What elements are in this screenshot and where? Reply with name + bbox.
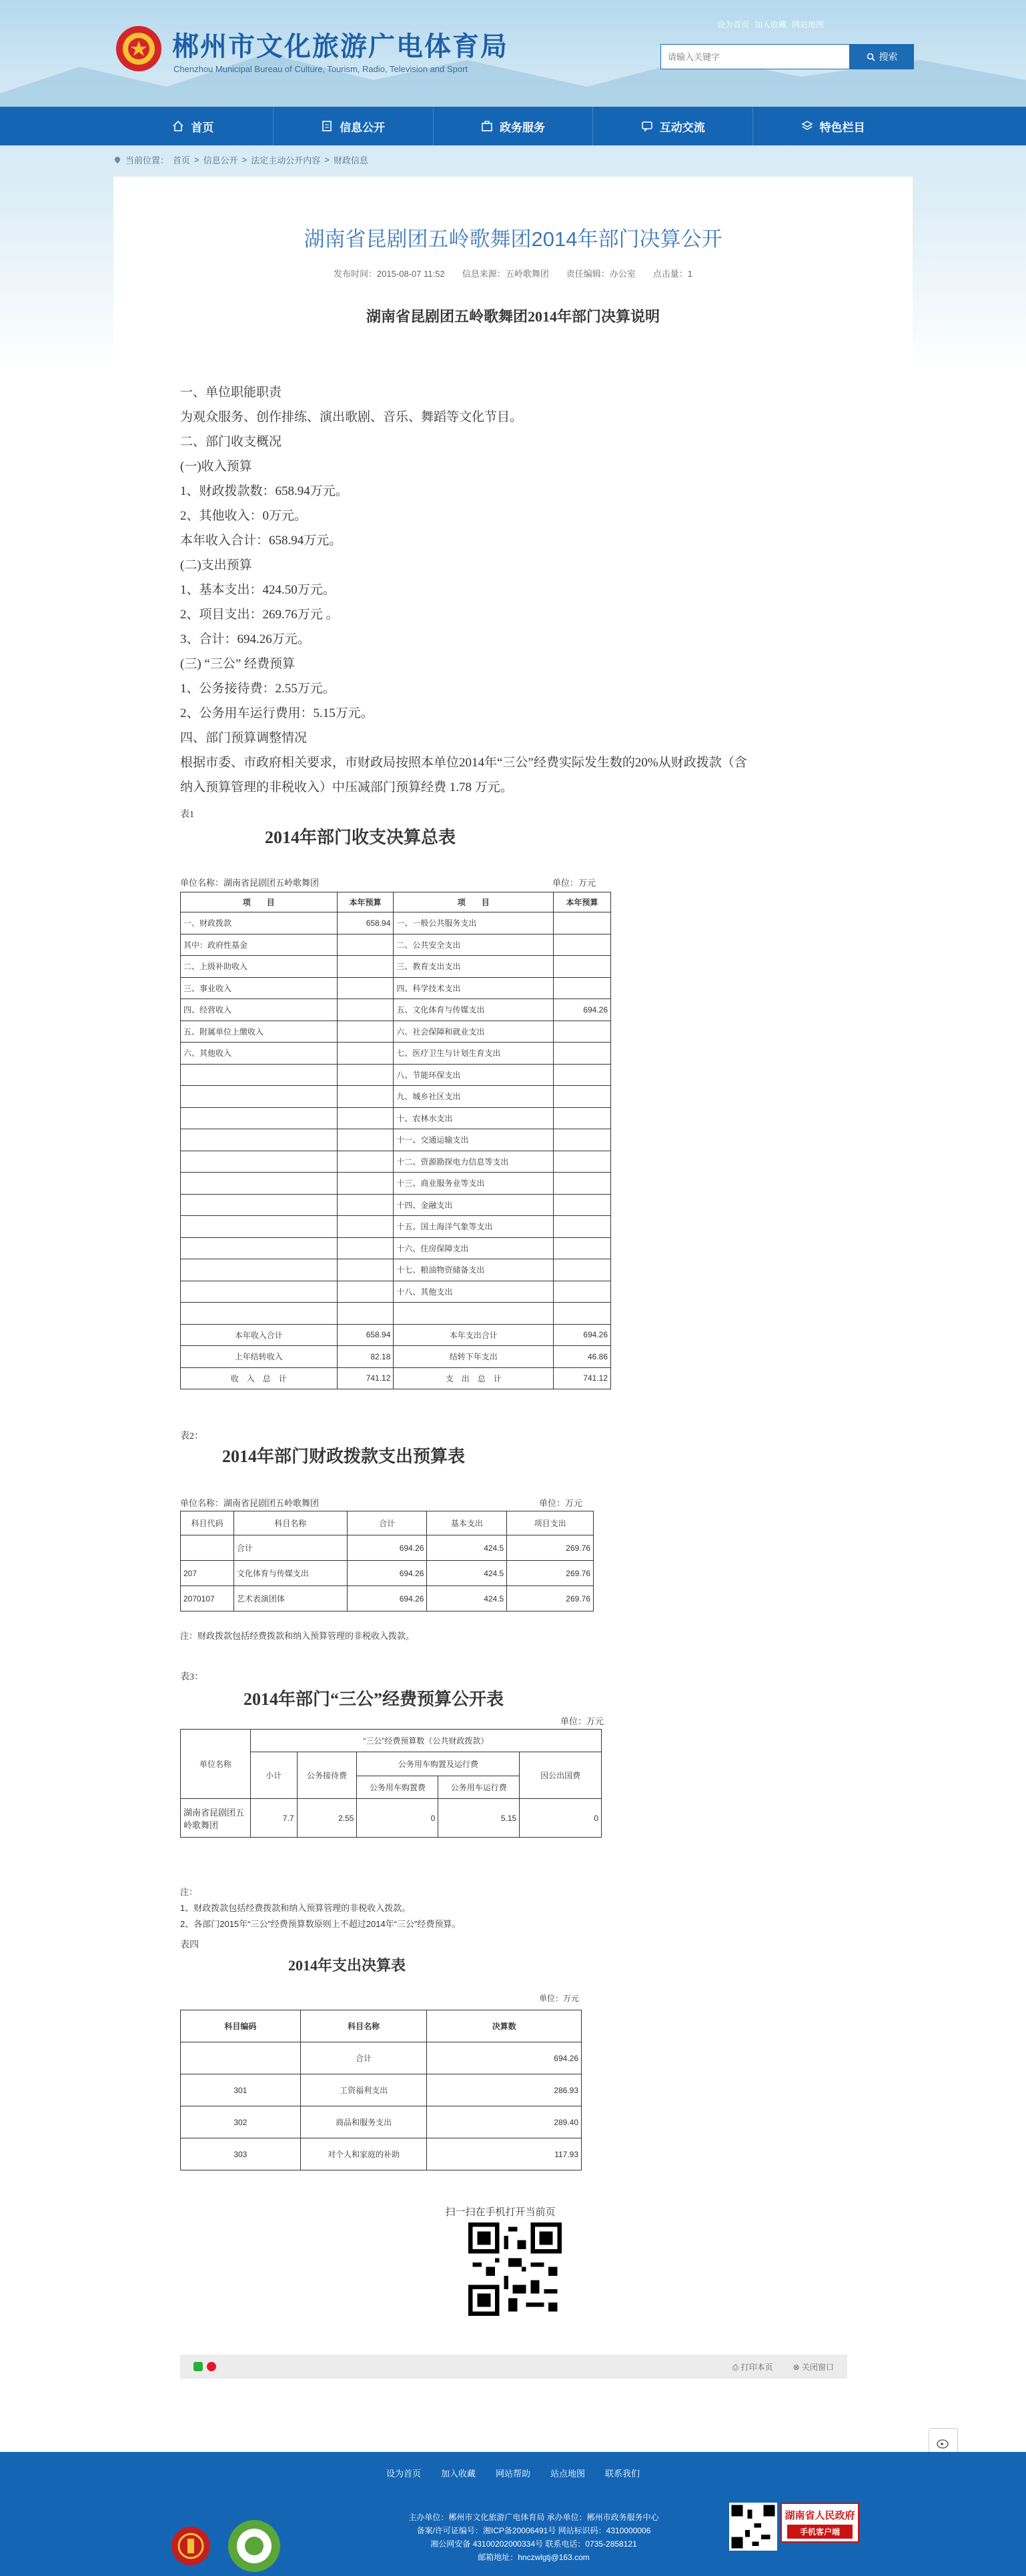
table-row: 十一、交通运输支出 <box>181 1129 611 1151</box>
search-box <box>660 44 914 69</box>
table-row: 五、附属单位上缴收入 六、社会保障和就业支出 <box>181 1021 611 1043</box>
article-meta: 发布时间：2015-08-07 11:52 信息来源：五岭歌舞团 责任编辑：办公室 点击量：1 <box>334 269 692 279</box>
table-row: 一、财政拨款 658.94 一、一般公共服务支出 <box>181 912 611 934</box>
nav-special[interactable]: 特色栏目 <box>753 107 913 145</box>
footer-qr-code-icon <box>729 2503 777 2551</box>
nav-service[interactable]: 政务服务 <box>434 107 594 145</box>
breadcrumb-item[interactable]: 法定主动公开内容 <box>251 155 321 165</box>
table2-title: 2014年部门财政拨款支出预算表 <box>221 1447 465 1466</box>
weibo-icon[interactable] <box>207 2362 216 2371</box>
table-row: 302 商品和服务支出 289.40 <box>181 2106 582 2138</box>
search-input[interactable] <box>660 44 850 69</box>
table4-title: 2014年支出决算表 <box>288 1957 406 1974</box>
wechat-icon[interactable] <box>193 2362 203 2371</box>
table-row: 八、节能环保支出 <box>181 1064 611 1086</box>
table-row: 207 文化体育与传媒支出 694.26 424.5 269.76 <box>181 1561 594 1586</box>
breadcrumb-item[interactable]: 首页 <box>173 155 191 165</box>
table1-tag: 表1 <box>180 810 194 820</box>
table-row: 十六、住房保障支出 <box>181 1237 611 1259</box>
table-row: 十三、商业服务业等支出 <box>181 1173 611 1195</box>
party-emblem-icon <box>170 2525 211 2567</box>
footer-link[interactable]: 加入收藏 <box>440 2469 476 2479</box>
table-expenditure: 科目编码 科目名称 决算数 合计 694.26 301 工资福利支出 286.93 302 商品和服务支出 289.40 303 对个人和家庭的补助 117.93 <box>180 2010 582 2170</box>
footer-link[interactable]: 网站帮助 <box>495 2469 530 2479</box>
gov-error-report-icon <box>227 2519 282 2573</box>
nav-home[interactable]: 首页 <box>113 107 274 145</box>
table-row: 十五、国土海洋气象等支出 <box>181 1216 611 1238</box>
article-subtitle: 湖南省昆剧团五岭歌舞团2014年部门决算说明 <box>366 308 660 325</box>
article-card: 湖南省昆剧团五岭歌舞团2014年部门决算公开 发布时间：2015-08-07 11:52 信息来源：五岭歌舞团 责任编辑：办公室 点击量：1 湖南省昆剧团五岭歌舞团2014年部门决算说明 一、单位职能职责 为观众服务、创作排练、演出歌剧、音乐、舞蹈等文化节目。 二、部门收支概况 (一)收入预算 1、财政拨款数：658.94万元。 2、其他收入：0万元。 本年收入合计：658.94万元。 (二)支出预算 1、基本支出：424.50万元。 2、项目支出：269.76万元 。 3、合计：694.26万元。 (三) “三公” 经费预算 1、公务接待费：2.55万元。 2、公务用车运行费用：5.15万元。 四、部门预算调整情况 根据市委、市政府相关要求，市财政局按照本单位2014年“三公”经费实际发生数的20%从财政拨款（含 纳入预算管理的非税收入）中压减部门预算经费 1.78 万元。 表1 2014年部门收支决算总表 单位名称：湖南省昆剧团五岭歌舞团 单位：万元 项 目 本年预算 项 目 本年预算 一、财政拨款 658.94 一、一般公共服务支出 其中：政府性基金 二、公共安全支出 二、上级补助收入 三、教育支出支出 三、事业收入 四、科学技术支出 四、经营收入 五、文化体育与传媒支出 694.26 五、附属单位上缴收入 六、社会保障和就业支出 六、其他收入 七、医疗卫生与计划生育支出 八、节能环保支出 九、城乡社区支出 十、农林水支出 十一、交通运输支出 十二、资源勘探电力信息等支出 十三、商业服务业等支出 十四、金融支出 十五、国土海洋气象等支出 十六、住房保障支出 十七、粮油物资储备支出 十八、其他支出 本年收入合计 658.94 本年支出合计 694.26 上年结转收入 82.18 结转下年支出 46.86 收 入 总 计 741.12 支 出 总 计 741.12 表2： 2014年部门财政拨款支出预算表 单位名称：湖南省昆剧团五岭歌舞团 单位：万元 科目代码 科目名称 合计 基本支出 项目支出 合计 694.26 424.5 269.76 207 文化体育与传媒支出 694.26 424.5 269.76 2070107 艺术表演团体 694.26 424.5 269.76 注：财政拨款包括经费拨款和纳入预算管理的非税收入拨款。 表3： 2014年部门“三公”经费预算公开表 单位：万元 单位名称 “三公”经费预算数（公共财政拨款） 小计 公务接待费 公务用车购置及运行费 因公出国费 公务用车购置费 公务用车运行费 湖南省昆剧团五岭歌舞团 7.7 2.55 0 5.15 0 注： 1、财政拨款包括经费拨款和纳入预算管理的非税收入拨款。 2、各部门2015年“三公”经费预算数原则上不超过2014年“三公”经费预算。 表四 2014年支出决算表 单位：万元 科目编码 科目名称 决算数 合计 694.26 301 工资福利支出 286.93 302 商品和服务支出 289.40 303 对个人和家庭的补助 117.93 扫一扫在手机打开当前页 ⎙ 打印本页 ⊗ 关闭窗口 <box>113 177 913 2398</box>
share-bar <box>180 2355 847 2379</box>
table-row: 303 对个人和家庭的补助 117.93 <box>181 2138 582 2170</box>
table3-title: 2014年部门“三公”经费预算公开表 <box>243 1690 504 1709</box>
table-row: 2070107 艺术表演团体 694.26 424.5 269.76 <box>181 1586 594 1612</box>
site-title-en: Chenzhou Municipal Bureau of Culture, Tourism, Radio, Television and Sport <box>173 64 468 74</box>
home-icon <box>172 120 184 132</box>
document-icon <box>321 120 333 132</box>
table-row: 十四、金融支出 <box>181 1194 611 1216</box>
table-row: 六、其他收入 七、医疗卫生与计划生育支出 <box>181 1043 611 1065</box>
table1-title: 2014年部门收支决算总表 <box>264 828 456 847</box>
table-row: 上年结转收入 82.18 结转下年支出 46.86 <box>181 1346 611 1368</box>
footer-link[interactable]: 站点地图 <box>550 2469 586 2479</box>
nav-interact[interactable]: 互动交流 <box>593 107 753 145</box>
table-row: 本年收入合计 658.94 本年支出合计 694.26 <box>181 1324 611 1346</box>
toplink-map[interactable]: 网站地图 <box>792 20 825 29</box>
table-row: 十八、其他支出 <box>181 1281 611 1303</box>
search-button[interactable]: 搜索 <box>850 44 914 69</box>
nav-info[interactable]: 信息公开 <box>274 107 434 145</box>
article-body: 一、单位职能职责 为观众服务、创作排练、演出歌剧、音乐、舞蹈等文化节目。 二、部门收支概况 (一)收入预算 1、财政拨款数：658.94万元。 2、其他收入：0万元。 本年收入合计：658.94万元。 (二)支出预算 1、基本支出：424.50万元。 2、项目支出：269.76万元 。 3、合计：694.26万元。 (三) “三公” 经费预算 1、公务接待费：2.55万元。 2、公务用车运行费用：5.15万元。 四、部门预算调整情况 根据市委、市政府相关要求，市财政局按照本单位2014年“三公”经费实际发生数的20%从财政拨款（含 纳入预算管理的非税收入）中压减部门预算经费 1.78 万元。 <box>180 386 747 794</box>
site-title: 郴州市文化旅游广电体育局 <box>172 32 508 61</box>
table-row: 九、城乡社区支出 <box>181 1086 611 1108</box>
footer-info: 主办单位：郴州市文化旅游广电体育局 承办单位：郴州市政务服务中心 备案/许可证编号：湘ICP备20006491号 网站标识码：4310000006 湘公网安备 43100202000334号 联系电话：0735-2858121 邮箱地址：hnczwlgtj@163.com <box>408 2513 659 2562</box>
table-row <box>181 1303 611 1325</box>
qr-label: 扫一扫在手机打开当前页 <box>445 2207 556 2218</box>
table-row: 合计 694.26 424.5 269.76 <box>181 1535 594 1561</box>
briefcase-icon <box>481 120 493 132</box>
weibo-icon <box>936 2435 951 2450</box>
breadcrumb-item[interactable]: 信息公开 <box>203 155 238 165</box>
qr-code-icon <box>468 2222 562 2316</box>
breadcrumb: 当前位置： 首页 > 信息公开 > 法定主动公开内容 > 财政信息 <box>113 153 368 166</box>
table-row: 十七、粮油物资储备支出 <box>181 1259 611 1281</box>
footer-link[interactable]: 联系我们 <box>605 2469 640 2479</box>
location-icon <box>113 156 121 164</box>
table-row: 十二、资源勘探电力信息等支出 <box>181 1151 611 1173</box>
table-fiscal-budget: 科目代码 科目名称 合计 基本支出 项目支出 合计 694.26 424.5 269.76 207 文化体育与传媒支出 694.26 424.5 269.76 2070107 艺术表演团体 694.26 424.5 269.76 <box>180 1511 594 1612</box>
table-row: 301 工资福利支出 286.93 <box>181 2074 582 2106</box>
breadcrumb-item[interactable]: 财政信息 <box>333 155 368 165</box>
footer-link[interactable]: 设为首页 <box>386 2469 421 2479</box>
table-row: 三、事业收入 四、科学技术支出 <box>181 977 611 999</box>
close-window-button[interactable]: ⊗ 关闭窗口 <box>793 2362 834 2372</box>
page-title: 湖南省昆剧团五岭歌舞团2014年部门决算公开 <box>304 227 722 251</box>
site-footer <box>0 2452 1026 2576</box>
national-emblem-icon <box>115 23 163 75</box>
gov-app-badge[interactable]: 湖南省人民政府 手机客户端 <box>781 2503 859 2543</box>
main-nav <box>0 107 1026 145</box>
table-three-public: 单位名称 “三公”经费预算数（公共财政拨款） 小计 公务接待费 公务用车购置及运行费 因公出国费 公务用车购置费 公务用车运行费 湖南省昆剧团五岭歌舞团 7.7 2.55 0 5.15 0 <box>180 1729 602 1838</box>
table-row: 十、农林水支出 <box>181 1107 611 1129</box>
table3-notes: 注： 1、财政拨款包括经费拨款和纳入预算管理的非税收入拨款。 2、各部门2015年“三公”经费预算数原则上不超过2014年“三公”经费预算。 <box>180 1887 461 1929</box>
site-header <box>0 0 1026 107</box>
table-row: 收 入 总 计 741.12 支 出 总 计 741.12 <box>181 1367 611 1389</box>
search-icon <box>867 53 875 61</box>
layers-icon <box>801 120 813 132</box>
chat-icon <box>641 120 653 132</box>
table-income-expenditure: 项 目 本年预算 项 目 本年预算 一、财政拨款 658.94 一、一般公共服务支出 其中：政府性基金 二、公共安全支出 二、上级补助收入 三、教育支出支出 三、事业收入 四、科学技术支出 四、经营收入 五、文化体育与传媒支出 694.26 五、附属单位上缴收入 六、社会保障和就业支出 六、其他收入 七、医疗卫生与计划生育支出 八、节能环保支出 九、城乡社区支出 十、农林水支出 十一、交通运输支出 十二、资源勘探电力信息等支出 十三、商业服务业等支出 十四、金融支出 十五、国土海洋气象等支出 十六、住房保障支出 十七、粮油物资储备支出 十八、其他支出 本年收入合计 658.94 本年支出合计 694.26 上年结转收入 82.18 结转下年支出 46.86 收 入 总 计 741.12 支 出 总 计 741.12 <box>180 892 611 1389</box>
toplink-home[interactable]: 设为首页 <box>717 20 750 29</box>
table-row: 四、经营收入 五、文化体育与传媒支出 694.26 <box>181 999 611 1021</box>
print-button[interactable]: ⎙ 打印本页 <box>732 2362 773 2372</box>
table-row: 二、上级补助收入 三、教育支出支出 <box>181 956 611 978</box>
toplink-fav[interactable]: 加入收藏 <box>754 20 787 29</box>
table-row: 合计 694.26 <box>181 2042 582 2074</box>
table-row: 其中：政府性基金 二、公共安全支出 <box>181 934 611 956</box>
